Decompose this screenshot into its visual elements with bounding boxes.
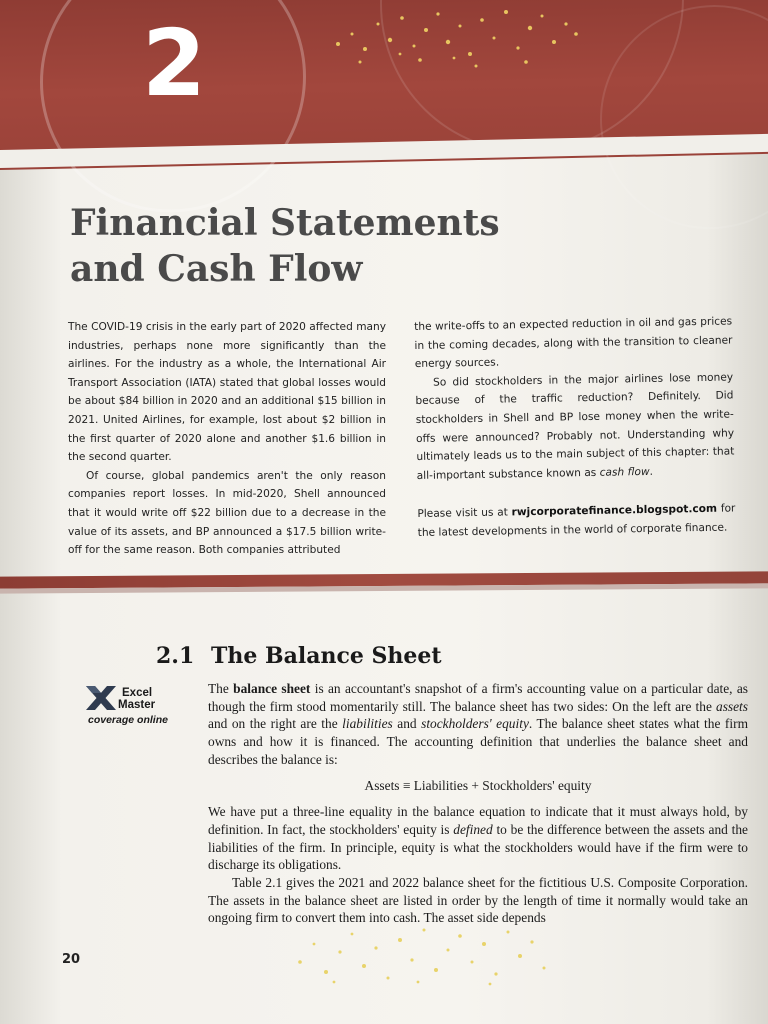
page-number: 20 bbox=[62, 952, 81, 967]
intro-paragraph bbox=[415, 368, 735, 485]
section-body bbox=[208, 680, 748, 927]
intro-left-column bbox=[68, 318, 386, 560]
excel-master-badge bbox=[86, 686, 186, 726]
body-paragraph bbox=[208, 803, 748, 874]
body-text: The bbox=[208, 681, 234, 696]
key-term: balance sheet bbox=[233, 681, 311, 696]
emphasis-text: assets bbox=[716, 698, 748, 714]
excel-x-icon bbox=[86, 686, 116, 710]
chapter-title-line1: Financial Statements bbox=[70, 202, 500, 244]
cash-flow-term: cash flow bbox=[599, 465, 650, 479]
visit-text: for the latest developments in the world of corporate finance. bbox=[417, 502, 736, 539]
intro-text: So did stockholders in the major airlines lose money because of the traffic reduction? Definitely. Did stockholders in Shell and BP lose money when the write-offs were announced? Probably not. Understanding why ultimately leads us to the main subject of this chapter: that all-important substance known as bbox=[415, 371, 735, 482]
chapter-number: 2 bbox=[142, 10, 207, 117]
body-text: is an accountant's snapshot of a firm's accounting value on a particular date, as though the firm stood momentarily still. The balance sheet has two sides: On the left are the bbox=[208, 681, 749, 714]
visit-text: Please visit us at bbox=[417, 506, 512, 521]
visit-note bbox=[417, 500, 736, 543]
emphasis-text: defined bbox=[453, 821, 493, 837]
section-title: The Balance Sheet bbox=[211, 643, 442, 669]
section-number: 2.1 bbox=[156, 643, 195, 669]
body-text: . The balance sheet states what the firm owns and how it is financed. The accounting definition that underlies the balance sheet and describes the balance is: bbox=[208, 716, 748, 767]
excel-label: Excel bbox=[122, 687, 153, 699]
intro-right-column bbox=[414, 312, 736, 542]
balance-equation: Assets ≡ Liabilities + Stockholders' equity bbox=[364, 777, 592, 793]
intro-paragraph: The COVID-19 crisis in the early part of 2020 affected many industries, perhaps none more significantly than the airlines. For the industry as a whole, the International Air Transport Association (IATA) stated that global losses would be about $84 billion in 2020 and an additional $15 billion in 2021. United Airlines, for example, lost about $2 billion in the first quarter of 2020 alone and another $1.6 billion in the second quarter. bbox=[68, 321, 386, 464]
coverage-label: coverage online bbox=[88, 714, 168, 726]
intro-text: . bbox=[649, 465, 654, 478]
emphasis-text: liabilities bbox=[342, 716, 393, 732]
intro-paragraph: Of course, global pandemics aren't the only reason companies report losses. In mid-2020, Shell announced that it would write off $22 billion due to a decrease in the value of its assets, and BP announced a $17.5 billion write-off for the same reason. Both companies attributed bbox=[68, 469, 386, 557]
body-text: and bbox=[392, 716, 422, 732]
decorative-dots bbox=[330, 4, 590, 74]
decorative-dots bbox=[290, 922, 560, 986]
body-text: and on the right are the bbox=[208, 716, 343, 732]
body-text: We have put a three-line equality in the balance equation to indicate that it must always hold, by definition. In fact, the stockholders' equity is bbox=[208, 804, 748, 837]
blog-url: rwjcorporatefinance.blogspot.com bbox=[511, 503, 718, 519]
body-text: to be the difference between the assets and the liabilities of the firm. In principle, equity is what the stockholders would have if the firm were to discharge its obligations. bbox=[208, 821, 748, 873]
emphasis-text: stockholders' equity bbox=[421, 716, 529, 732]
chapter-title bbox=[70, 200, 500, 292]
master-label: Master bbox=[118, 699, 156, 711]
intro-paragraph: the write-offs to an expected reduction in oil and gas prices in the coming decades, along with the transition to cleaner energy sources. bbox=[414, 315, 733, 371]
chapter-title-line2: and Cash Flow bbox=[70, 248, 363, 290]
body-paragraph bbox=[208, 680, 748, 769]
body-paragraph: Table 2.1 gives the 2021 and 2022 balance sheet for the fictitious U.S. Composite Corporation. The assets in the balance sheet are listed in order by the length of time it normally would take an ongoing firm to convert them into cash. The asset side depends bbox=[208, 875, 748, 926]
section-divider bbox=[0, 571, 768, 588]
